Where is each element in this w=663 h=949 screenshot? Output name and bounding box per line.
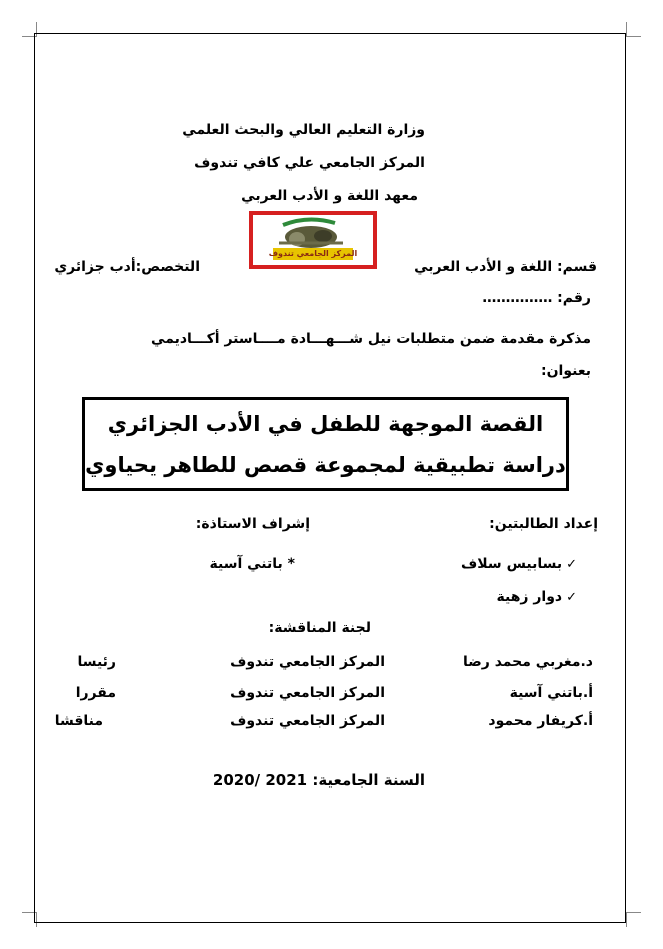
student-name: بسابيس سلاف [461, 556, 563, 572]
student-item [461, 556, 577, 572]
ministry-line: وزارة التعليم العالي والبحث العلمي [182, 122, 425, 138]
committee-member-role: رئيسا [77, 654, 116, 670]
committee-member-name: أ.باتني آسية [509, 685, 593, 701]
supervisor-label: إشراف الاستاذة: [195, 516, 310, 532]
committee-member-name: أ.كريفار محمود [488, 713, 593, 729]
number-line: رقم: …………… [482, 290, 591, 306]
thesis-title-box [82, 397, 569, 491]
committee-member-role: مقررا [75, 685, 116, 701]
university-logo [249, 211, 377, 269]
department-line: قسم: اللغة و الأدب العربي [414, 259, 597, 275]
crop-mark-top-right [626, 22, 641, 37]
university-line: المركز الجامعي علي كافي تندوف [194, 155, 425, 171]
committee-label: لجنة المناقشة: [268, 620, 371, 636]
student-name: دوار زهية [496, 589, 563, 605]
committee-member-institution: المركز الجامعي تندوف [230, 685, 385, 701]
thesis-title-subtitle: دراسة تطبيقية لمجموعة قصص للطاهر يحياوي [85, 453, 566, 477]
committee-member-role: مناقشا [54, 713, 103, 729]
students-label: إعداد الطالبتين: [489, 516, 598, 532]
check-icon: ✓ [566, 590, 577, 605]
thesis-title-main: القصة الموجهة للطفل في الأدب الجزائري [107, 412, 544, 436]
logo-text: المركز الجامعي تندوف [268, 249, 358, 258]
committee-member-institution: المركز الجامعي تندوف [230, 713, 385, 729]
academic-year-label: السنة الجامعية: [312, 771, 425, 789]
academic-year-value: 2020/ 2021 [212, 771, 308, 789]
specialty-line: التخصص:أدب جزائري [54, 259, 200, 275]
supervisor-name: * باتني آسية [209, 556, 295, 572]
institute-line: معهد اللغة و الأدب العربي [241, 188, 418, 204]
crop-mark-bottom-right [626, 912, 641, 927]
academic-year [213, 771, 425, 789]
check-icon: ✓ [566, 557, 577, 572]
memo-line: مذكرة مقدمة ضمن متطلبات نيل شـــهـــادة مــــاستر أكـــاديمي [151, 331, 591, 347]
title-label: بعنوان: [541, 363, 591, 379]
committee-member-institution: المركز الجامعي تندوف [230, 654, 385, 670]
student-item [497, 589, 578, 605]
committee-member-name: د.مغربي محمد رضا [462, 654, 593, 670]
